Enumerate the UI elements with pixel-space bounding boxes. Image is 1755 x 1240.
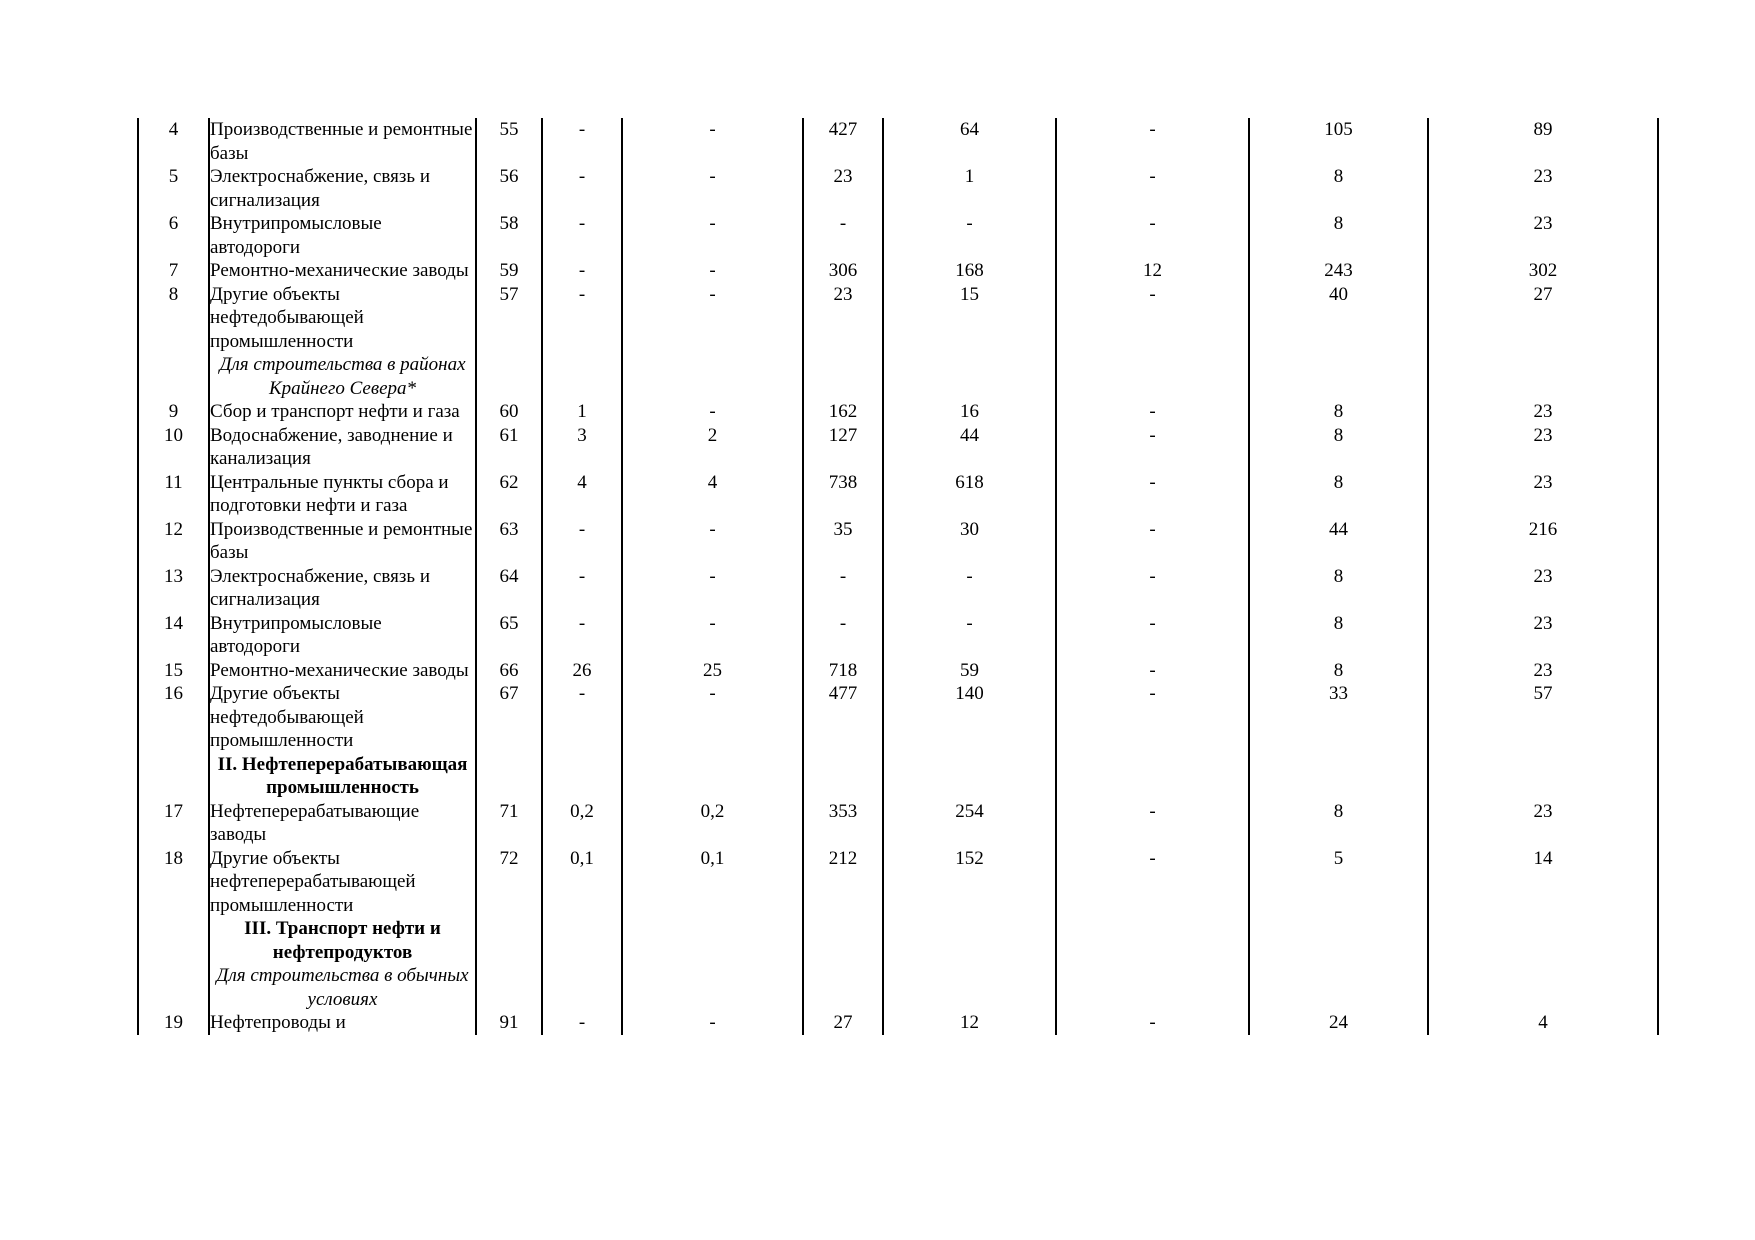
section-heading-row <box>138 353 1658 400</box>
object-name-cell: Ремонтно-механические заводы <box>209 659 476 683</box>
value-cell-c6: - <box>1056 118 1249 165</box>
empty-cell <box>542 964 622 1011</box>
row-number-cell: 10 <box>138 424 209 471</box>
empty-cell <box>1249 753 1428 800</box>
section-heading: III. Транспорт нефти и нефтепродуктов <box>209 917 476 964</box>
value-cell-c3: - <box>622 518 803 565</box>
row-number-cell <box>138 917 209 964</box>
value-cell-c8: 57 <box>1428 682 1658 753</box>
value-cell-c7: 8 <box>1249 165 1428 212</box>
row-number-cell: 15 <box>138 659 209 683</box>
value-cell-c8: 23 <box>1428 424 1658 471</box>
value-cell-c8: 23 <box>1428 659 1658 683</box>
empty-cell <box>622 917 803 964</box>
value-cell-c7: 8 <box>1249 800 1428 847</box>
table-row <box>138 424 1658 471</box>
value-cell-c6: - <box>1056 1011 1249 1035</box>
value-cell-c6: 12 <box>1056 259 1249 283</box>
row-number-cell <box>138 753 209 800</box>
value-cell-c4: 212 <box>803 847 883 918</box>
object-name-cell: Производственные и ремонтные базы <box>209 518 476 565</box>
object-name-cell: Электроснабжение, связь и сигнализация <box>209 565 476 612</box>
value-cell-c1: 56 <box>476 165 542 212</box>
value-cell-c1: 57 <box>476 283 542 354</box>
value-cell-c5: 1 <box>883 165 1056 212</box>
value-cell-c7: 8 <box>1249 424 1428 471</box>
value-cell-c2: - <box>542 565 622 612</box>
row-number-cell <box>138 964 209 1011</box>
value-cell-c5: 30 <box>883 518 1056 565</box>
value-cell-c2: 26 <box>542 659 622 683</box>
empty-cell <box>622 753 803 800</box>
row-number-cell: 8 <box>138 283 209 354</box>
value-cell-c3: - <box>622 118 803 165</box>
value-cell-c7: 8 <box>1249 400 1428 424</box>
value-cell-c5: 44 <box>883 424 1056 471</box>
empty-cell <box>803 353 883 400</box>
value-cell-c3: - <box>622 165 803 212</box>
value-cell-c7: 8 <box>1249 565 1428 612</box>
empty-cell <box>1056 917 1249 964</box>
value-cell-c3: 0,2 <box>622 800 803 847</box>
value-cell-c2: - <box>542 682 622 753</box>
value-cell-c2: - <box>542 212 622 259</box>
value-cell-c8: 14 <box>1428 847 1658 918</box>
value-cell-c1: 63 <box>476 518 542 565</box>
value-cell-c2: - <box>542 1011 622 1035</box>
row-number-cell <box>138 353 209 400</box>
value-cell-c6: - <box>1056 424 1249 471</box>
row-number-cell: 19 <box>138 1011 209 1035</box>
value-cell-c7: 8 <box>1249 471 1428 518</box>
value-cell-c5: 254 <box>883 800 1056 847</box>
value-cell-c8: 4 <box>1428 1011 1658 1035</box>
object-name-cell: Другие объекты нефтедобывающей промышленности <box>209 682 476 753</box>
empty-cell <box>883 753 1056 800</box>
value-cell-c4: 738 <box>803 471 883 518</box>
value-cell-c3: - <box>622 1011 803 1035</box>
value-cell-c4: 27 <box>803 1011 883 1035</box>
value-cell-c4: 127 <box>803 424 883 471</box>
object-name-cell: Другие объекты нефтеперерабатывающей промышленности <box>209 847 476 918</box>
empty-cell <box>622 353 803 400</box>
empty-cell <box>476 353 542 400</box>
value-cell-c1: 59 <box>476 259 542 283</box>
value-cell-c1: 61 <box>476 424 542 471</box>
value-cell-c8: 23 <box>1428 165 1658 212</box>
table-row <box>138 400 1658 424</box>
empty-cell <box>1428 917 1658 964</box>
value-cell-c8: 23 <box>1428 400 1658 424</box>
value-cell-c5: - <box>883 212 1056 259</box>
value-cell-c1: 71 <box>476 800 542 847</box>
empty-cell <box>803 964 883 1011</box>
value-cell-c4: 718 <box>803 659 883 683</box>
value-cell-c3: 4 <box>622 471 803 518</box>
empty-cell <box>803 753 883 800</box>
value-cell-c6: - <box>1056 659 1249 683</box>
value-cell-c7: 44 <box>1249 518 1428 565</box>
value-cell-c1: 72 <box>476 847 542 918</box>
row-number-cell: 13 <box>138 565 209 612</box>
value-cell-c6: - <box>1056 165 1249 212</box>
table-row <box>138 659 1658 683</box>
value-cell-c4: - <box>803 565 883 612</box>
value-cell-c4: 477 <box>803 682 883 753</box>
row-number-cell: 5 <box>138 165 209 212</box>
value-cell-c4: 23 <box>803 283 883 354</box>
row-number-cell: 16 <box>138 682 209 753</box>
value-cell-c5: - <box>883 612 1056 659</box>
value-cell-c8: 216 <box>1428 518 1658 565</box>
table-row <box>138 118 1658 165</box>
table-row <box>138 1011 1658 1035</box>
value-cell-c2: - <box>542 612 622 659</box>
row-number-cell: 4 <box>138 118 209 165</box>
object-name-cell: Сбор и транспорт нефти и газа <box>209 400 476 424</box>
value-cell-c1: 58 <box>476 212 542 259</box>
empty-cell <box>1056 753 1249 800</box>
value-cell-c3: - <box>622 212 803 259</box>
value-cell-c7: 243 <box>1249 259 1428 283</box>
value-cell-c3: - <box>622 283 803 354</box>
empty-cell <box>1056 964 1249 1011</box>
table-row <box>138 165 1658 212</box>
section-heading: II. Нефтеперерабатывающая промышленность <box>209 753 476 800</box>
value-cell-c1: 62 <box>476 471 542 518</box>
value-cell-c6: - <box>1056 471 1249 518</box>
value-cell-c6: - <box>1056 612 1249 659</box>
empty-cell <box>476 964 542 1011</box>
value-cell-c6: - <box>1056 800 1249 847</box>
value-cell-c8: 23 <box>1428 612 1658 659</box>
value-cell-c1: 91 <box>476 1011 542 1035</box>
value-cell-c3: - <box>622 612 803 659</box>
value-cell-c7: 8 <box>1249 612 1428 659</box>
value-cell-c6: - <box>1056 283 1249 354</box>
value-cell-c1: 55 <box>476 118 542 165</box>
value-cell-c8: 23 <box>1428 471 1658 518</box>
empty-cell <box>542 917 622 964</box>
object-name-cell: Другие объекты нефтедобывающей промышленности <box>209 283 476 354</box>
table-row <box>138 682 1658 753</box>
value-cell-c5: 59 <box>883 659 1056 683</box>
value-cell-c5: 16 <box>883 400 1056 424</box>
table-row <box>138 471 1658 518</box>
value-cell-c4: 23 <box>803 165 883 212</box>
value-cell-c5: 12 <box>883 1011 1056 1035</box>
value-cell-c6: - <box>1056 400 1249 424</box>
value-cell-c5: - <box>883 565 1056 612</box>
object-name-cell: Нефтеперерабатывающие заводы <box>209 800 476 847</box>
section-heading: Для строительства в обычных условиях <box>209 964 476 1011</box>
value-cell-c4: 162 <box>803 400 883 424</box>
value-cell-c2: - <box>542 259 622 283</box>
empty-cell <box>803 917 883 964</box>
value-cell-c8: 302 <box>1428 259 1658 283</box>
value-cell-c6: - <box>1056 565 1249 612</box>
section-heading-row <box>138 753 1658 800</box>
row-number-cell: 11 <box>138 471 209 518</box>
value-cell-c2: - <box>542 518 622 565</box>
object-name-cell: Ремонтно-механические заводы <box>209 259 476 283</box>
value-cell-c3: 25 <box>622 659 803 683</box>
value-cell-c2: - <box>542 165 622 212</box>
table-row <box>138 847 1658 918</box>
value-cell-c1: 65 <box>476 612 542 659</box>
row-number-cell: 9 <box>138 400 209 424</box>
value-cell-c1: 66 <box>476 659 542 683</box>
section-heading-row <box>138 964 1658 1011</box>
value-cell-c7: 5 <box>1249 847 1428 918</box>
value-cell-c4: 427 <box>803 118 883 165</box>
empty-cell <box>1249 964 1428 1011</box>
table-row <box>138 800 1658 847</box>
value-cell-c8: 27 <box>1428 283 1658 354</box>
value-cell-c7: 40 <box>1249 283 1428 354</box>
value-cell-c7: 24 <box>1249 1011 1428 1035</box>
table-body <box>138 118 1658 1035</box>
value-cell-c4: - <box>803 612 883 659</box>
value-cell-c2: 1 <box>542 400 622 424</box>
value-cell-c3: - <box>622 682 803 753</box>
object-name-cell: Внутрипромысловые автодороги <box>209 612 476 659</box>
value-cell-c2: - <box>542 118 622 165</box>
object-name-cell: Внутрипромысловые автодороги <box>209 212 476 259</box>
value-cell-c8: 23 <box>1428 212 1658 259</box>
value-cell-c8: 23 <box>1428 565 1658 612</box>
value-cell-c2: - <box>542 283 622 354</box>
object-name-cell: Электроснабжение, связь и сигнализация <box>209 165 476 212</box>
table-row <box>138 518 1658 565</box>
row-number-cell: 6 <box>138 212 209 259</box>
value-cell-c7: 105 <box>1249 118 1428 165</box>
empty-cell <box>1249 353 1428 400</box>
value-cell-c5: 140 <box>883 682 1056 753</box>
value-cell-c5: 152 <box>883 847 1056 918</box>
value-cell-c7: 33 <box>1249 682 1428 753</box>
value-cell-c1: 67 <box>476 682 542 753</box>
value-cell-c5: 64 <box>883 118 1056 165</box>
value-cell-c3: 2 <box>622 424 803 471</box>
value-cell-c1: 60 <box>476 400 542 424</box>
value-cell-c5: 168 <box>883 259 1056 283</box>
empty-cell <box>622 964 803 1011</box>
object-name-cell: Производственные и ремонтные базы <box>209 118 476 165</box>
empty-cell <box>1428 753 1658 800</box>
table-row <box>138 612 1658 659</box>
empty-cell <box>883 964 1056 1011</box>
value-cell-c7: 8 <box>1249 212 1428 259</box>
row-number-cell: 7 <box>138 259 209 283</box>
object-name-cell: Водоснабжение, заводнение и канализация <box>209 424 476 471</box>
value-cell-c3: 0,1 <box>622 847 803 918</box>
value-cell-c4: 306 <box>803 259 883 283</box>
value-cell-c6: - <box>1056 847 1249 918</box>
value-cell-c4: - <box>803 212 883 259</box>
empty-cell <box>1056 353 1249 400</box>
empty-cell <box>1428 964 1658 1011</box>
value-cell-c4: 35 <box>803 518 883 565</box>
value-cell-c2: 3 <box>542 424 622 471</box>
value-cell-c2: 0,1 <box>542 847 622 918</box>
value-cell-c6: - <box>1056 518 1249 565</box>
value-cell-c4: 353 <box>803 800 883 847</box>
empty-cell <box>476 917 542 964</box>
value-cell-c5: 15 <box>883 283 1056 354</box>
object-name-cell: Центральные пункты сбора и подготовки нефти и газа <box>209 471 476 518</box>
empty-cell <box>542 753 622 800</box>
value-cell-c6: - <box>1056 682 1249 753</box>
data-table <box>137 118 1659 1035</box>
value-cell-c3: - <box>622 565 803 612</box>
value-cell-c8: 89 <box>1428 118 1658 165</box>
table-row <box>138 212 1658 259</box>
row-number-cell: 17 <box>138 800 209 847</box>
value-cell-c7: 8 <box>1249 659 1428 683</box>
row-number-cell: 12 <box>138 518 209 565</box>
empty-cell <box>1249 917 1428 964</box>
section-heading: Для строительства в районах Крайнего Севера* <box>209 353 476 400</box>
value-cell-c2: 4 <box>542 471 622 518</box>
table-row <box>138 259 1658 283</box>
value-cell-c2: 0,2 <box>542 800 622 847</box>
row-number-cell: 14 <box>138 612 209 659</box>
value-cell-c3: - <box>622 400 803 424</box>
value-cell-c1: 64 <box>476 565 542 612</box>
empty-cell <box>883 353 1056 400</box>
section-heading-row <box>138 917 1658 964</box>
object-name-cell: Нефтепроводы и <box>209 1011 476 1035</box>
row-number-cell: 18 <box>138 847 209 918</box>
value-cell-c3: - <box>622 259 803 283</box>
empty-cell <box>476 753 542 800</box>
empty-cell <box>883 917 1056 964</box>
empty-cell <box>542 353 622 400</box>
value-cell-c5: 618 <box>883 471 1056 518</box>
value-cell-c6: - <box>1056 212 1249 259</box>
value-cell-c8: 23 <box>1428 800 1658 847</box>
table-row <box>138 565 1658 612</box>
table-row <box>138 283 1658 354</box>
empty-cell <box>1428 353 1658 400</box>
